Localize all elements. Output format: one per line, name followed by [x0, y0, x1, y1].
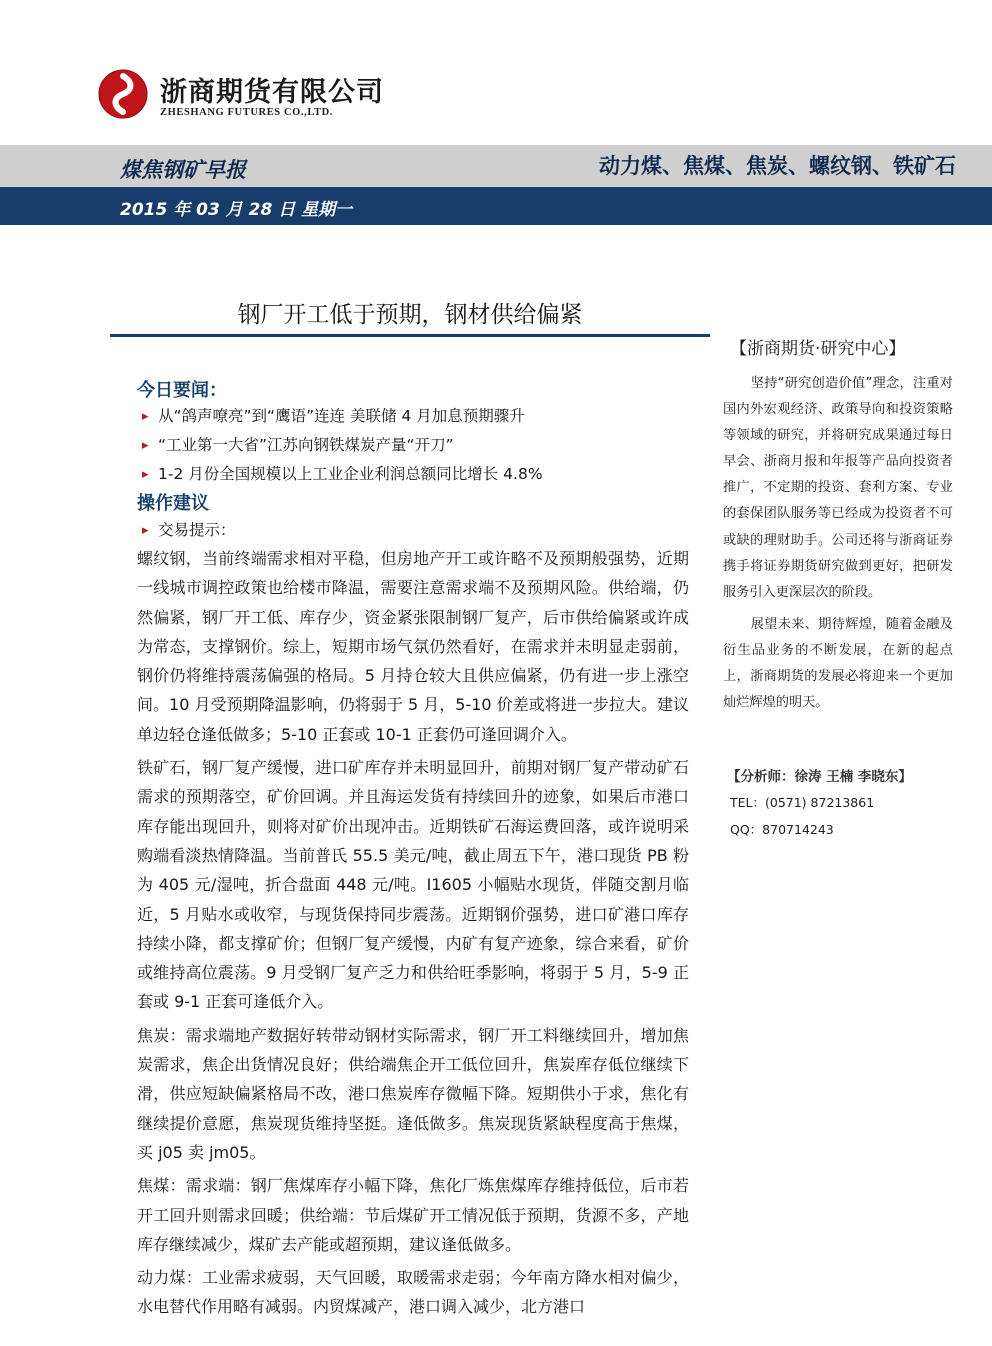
paragraph-thermal-coal: 动力煤：工业需求疲弱，天气回暖，取暖需求走弱；今年南方降水相对偏少，水电替代作用略有减弱。内贸煤减产，港口调入减少，北方港口 — [137, 1268, 689, 1317]
arrow-right-icon: ▸ — [142, 523, 149, 538]
news-section-title: 今日要闻： — [137, 380, 227, 401]
research-center-title: 【浙商期货·研究中心】 — [730, 339, 906, 359]
report-type-title: 煤焦钢矿早报 — [120, 158, 246, 182]
arrow-right-icon: ▸ — [142, 438, 149, 453]
advice-body — [137, 544, 689, 1326]
research-center-paragraph: 坚持“研究创造价值”理念，注重对国内外宏观经济、政策导向和投资策略等领域的研究，并将研究成果通过每日早会、浙商月报和年报等产品向投资者推广，不定期的投资、套利方案、专业的套保团队服务等已经成为投资者不可或缺的理财助手。公司还将与浙商证券携手将证券期货研究做到更好，把研发服务引入更深层次的阶段。 — [723, 376, 953, 600]
analyst-names: 【分析师：徐涛 王楠 李晓东】 — [727, 769, 912, 785]
report-date: 2015 年 03 月 28 日 星期一 — [120, 200, 353, 220]
paragraph-iron-ore: 铁矿石，钢厂复产缓慢，进口矿库存并未明显回升，前期对钢厂复产带动矿石需求的预期落空，矿价回调。并且海运发货有持续回升的迹象，如果后市港口库存能出现回升，则将对矿价出现冲击。近期铁矿石海运费回落，或许说明采购端看淡热情降温。当前普氏 55.5 美元/吨，截止周五下午，港口现货 PB 粉为 405 元/湿吨，折合盘面 448 元/吨。I1605 小幅贴水现货，伴随交割月临近，5 月贴水或收窄，与现货保持同步震荡。近期钢价强势，进口矿港口库存持续小降，都支撑矿价；但钢厂复产缓慢，内矿有复产迹象，综合来看，矿价或维持高位震荡。9 月受钢厂复产乏力和供给旺季影响，将弱于 5 月，5-9 正套或 9-1 正套可逢低介入。 — [137, 758, 689, 1012]
paragraph-coking-coal: 焦煤：需求端：钢厂焦煤库存小幅下降，焦化厂炼焦煤库存维持低位，后市若开工回升则需求回暖；供给端：节后煤矿开工情况低于预期，货源不多，产地库存继续减少，煤矿去产能或超预期，建议逢低做多。 — [137, 1176, 689, 1254]
headline: 钢厂开工低于预期，钢材供给偏紧 — [237, 302, 583, 328]
arrow-right-icon: ▸ — [142, 467, 149, 482]
list-item: ▸ 1-2 月份全国规模以上工业企业利润总额同比增长 4.8% — [140, 462, 700, 491]
company-name-cn: 浙商期货有限公司 — [160, 77, 384, 108]
company-logo-icon — [97, 68, 149, 120]
arrow-right-icon: ▸ — [142, 409, 149, 424]
company-name-en: ZHESHANG FUTURES CO.,LTD. — [160, 107, 334, 118]
news-list — [140, 404, 700, 491]
product-list: 动力煤、焦煤、焦炭、螺纹钢、铁矿石 — [599, 154, 956, 178]
list-item: ▸ “工业第一大省”江苏向钢铁煤炭产量“开刀” — [140, 433, 700, 462]
contact-tel: TEL：(0571) 87213861 — [730, 795, 875, 810]
headline-divider — [110, 334, 710, 337]
list-item: ▸ 从“鸽声嘹亮”到“鹰语”连连 美联储 4 月加息预期骤升 — [140, 404, 700, 433]
advice-section-title: 操作建议 — [137, 493, 209, 514]
contact-qq: QQ：870714243 — [730, 822, 834, 837]
paragraph-rebar: 螺纹钢，当前终端需求相对平稳，但房地产开工或许略不及预期般强势，近期一线城市调控政策也给楼市降温，需要注意需求端不及预期风险。供给端，仍然偏紧，钢厂开工低、库存少，资金紧张限制钢厂复产，后市供给偏紧或许成为常态，支撑钢价。综上，短期市场气氛仍然看好，在需求并未明显走弱前，钢价仍将维持震荡偏强的格局。5 月持仓较大且供应偏紧，仍有进一步上涨空间。10 月受预期降温影响，仍将弱于 5 月，5-10 价差或将进一步拉大。建议单边轻仓逢低做多；5-10 正套或 10-1 正套仍可逢回调介入。 — [137, 549, 689, 744]
paragraph-coke: 焦炭：需求端地产数据好转带动钢材实际需求，钢厂开工料继续回升，增加焦炭需求，焦企出货情况良好；供给端焦企开工低位回升，焦炭库存低位继续下滑，供应短缺偏紧格局不改，港口焦炭库存微幅下降。短期供小于求，焦化有继续提价意愿，焦炭现货维持坚挺。逢低做多。焦炭现货紧缺程度高于焦煤，买 j05 卖 jm05。 — [137, 1025, 689, 1162]
research-center-body — [723, 371, 953, 722]
research-center-paragraph: 展望未来、期待辉煌，随着金融及衍生品业务的不断发展，在新的起点上，浙商期货的发展必将迎来一个更加灿烂辉煌的明天。 — [723, 616, 953, 711]
trade-tip-label: ▸ 交易提示： — [140, 518, 236, 542]
